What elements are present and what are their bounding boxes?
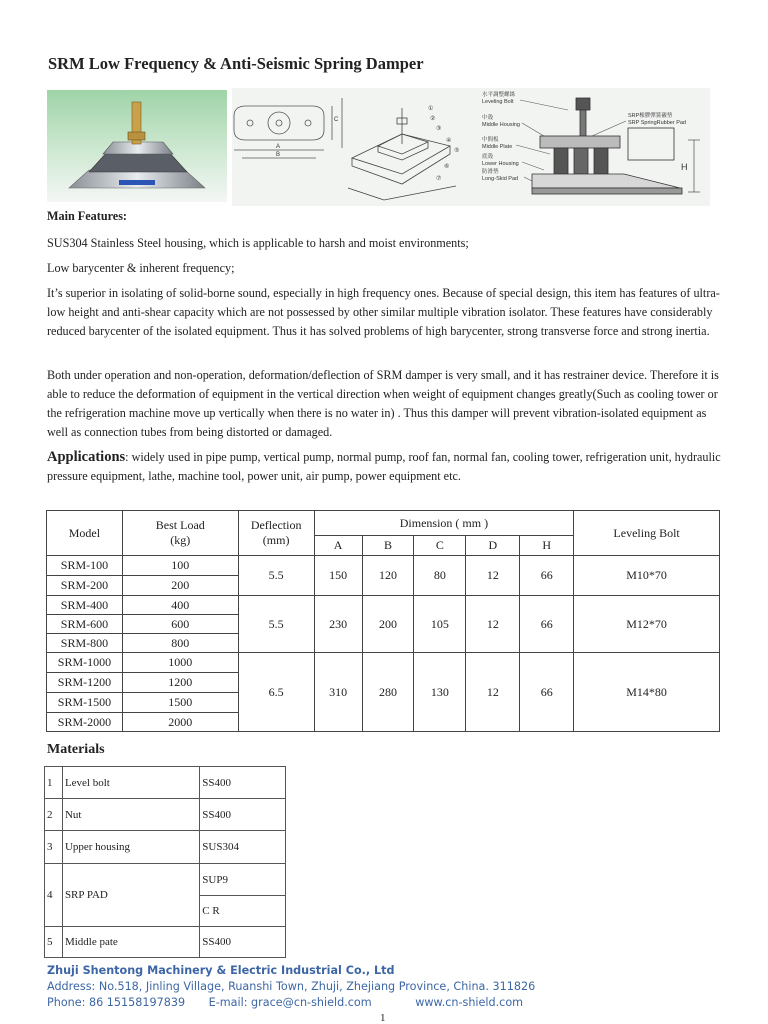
header-best-load — [122, 511, 238, 556]
part-number-6: ⑥ — [444, 164, 450, 170]
footer-address: Address: No.518, Jinling Village, Ruanshi Town, Zhuji, Zhejiang Province, China. 311826 — [47, 980, 536, 993]
deflection-cell: 5.5 — [238, 556, 314, 596]
page-title: SRM Low Frequency & Anti-Seismic Spring Damper — [48, 54, 424, 73]
material-name: SS400 — [200, 927, 286, 958]
header-best-load-label: Best Load — [155, 518, 205, 532]
model-cell: SRM-400 — [47, 596, 123, 615]
material-no: 1 — [45, 767, 63, 799]
deflection-cell: 6.5 — [238, 653, 314, 732]
header-deflection-label: Deflection — [250, 518, 302, 532]
model-cell: SRM-200 — [47, 576, 123, 596]
header-dim-d: D — [466, 536, 520, 556]
material-part: Nut — [62, 799, 199, 831]
main-features-heading: Main Features: — [47, 209, 127, 223]
dim-c-cell: 130 — [414, 653, 466, 732]
dim-a-label: A — [276, 144, 281, 150]
dim-c-cell: 105 — [414, 596, 466, 653]
footer-website[interactable]: www.cn-shield.com — [415, 996, 524, 1009]
load-cell: 100 — [122, 556, 238, 576]
table-row — [45, 864, 286, 896]
header-model: Model — [47, 511, 123, 556]
part-number-4: ④ — [446, 138, 452, 144]
dim-h-cell: 66 — [520, 653, 574, 732]
load-cell: 1500 — [122, 693, 238, 713]
header-dimension: Dimension ( mm ) — [314, 511, 574, 536]
table-row — [45, 799, 286, 831]
table-row — [47, 556, 720, 576]
dim-h-cell: 66 — [520, 556, 574, 596]
dim-d-cell: 12 — [466, 653, 520, 732]
part-number-3: ③ — [436, 126, 442, 132]
material-part: Middle pate — [62, 927, 199, 958]
material-part: SRP PAD — [62, 864, 199, 927]
load-cell: 1000 — [122, 653, 238, 673]
materials-heading: Materials — [47, 742, 105, 757]
lower-housing-label: Lower Housing — [482, 161, 519, 167]
leveling-bolt-cn: 水平調整螺絲 — [482, 92, 516, 98]
dim-b-label: B — [276, 152, 281, 158]
table-row — [45, 831, 286, 864]
applications-paragraph — [47, 448, 723, 486]
bolt-cell: M14*80 — [574, 653, 720, 732]
lower-housing-cn: 底殼 — [482, 154, 494, 160]
table-row — [45, 767, 286, 799]
middle-housing-cn: 中殼 — [482, 115, 494, 121]
materials-table — [44, 766, 286, 958]
footer-email[interactable]: E-mail: grace@cn-shield.com — [208, 996, 372, 1009]
table-row — [45, 927, 286, 958]
dim-a-cell: 150 — [314, 556, 362, 596]
dim-a-cell: 310 — [314, 653, 362, 732]
table-row — [47, 596, 720, 615]
model-cell: SRM-600 — [47, 615, 123, 634]
footer-contact — [47, 996, 727, 1009]
material-no: 4 — [45, 864, 63, 927]
bolt-cell: M12*70 — [574, 596, 720, 653]
leveling-bolt-label: Leveling Bolt — [482, 99, 514, 105]
part-number-5: ⑤ — [454, 148, 460, 154]
material-name: SUP9 — [200, 864, 286, 896]
header-dim-h: H — [520, 536, 574, 556]
material-part: Level bolt — [62, 767, 199, 799]
dim-b-cell: 280 — [362, 653, 414, 732]
header-leveling-bolt: Leveling Bolt — [574, 511, 720, 556]
product-photo — [47, 90, 227, 202]
part-number-2: ② — [430, 116, 436, 122]
spec-table — [46, 510, 720, 732]
bolt-cell: M10*70 — [574, 556, 720, 596]
material-name: C R — [200, 896, 286, 927]
model-cell: SRM-1200 — [47, 673, 123, 693]
material-no: 2 — [45, 799, 63, 831]
feature-1: SUS304 Stainless Steel housing, which is applicable to harsh and moist environments; — [47, 236, 469, 250]
dim-d-cell: 12 — [466, 556, 520, 596]
material-name: SS400 — [200, 799, 286, 831]
srp-pad-cn: SRP橡膠彈簧襯墊 — [628, 113, 673, 119]
srp-pad-label: SRP SpringRubber Pad — [628, 120, 686, 126]
material-name: SS400 — [200, 767, 286, 799]
load-cell: 800 — [122, 634, 238, 653]
material-name: SUS304 — [200, 831, 286, 864]
material-no: 5 — [45, 927, 63, 958]
dim-h-cell: 66 — [520, 596, 574, 653]
feature-3: It’s superior in isolating of solid-borne sound, especially in high frequency ones. Because of special design, this item has features of ultra-low height and anti-shear capacity which are not possessed by other similar multiple vibration isolator. These features have considerably reduced barycenter of the isolated equipment. Thus it has solved problems of high barycenter, strong transverse force and strong inertia. — [47, 286, 720, 338]
load-cell: 200 — [122, 576, 238, 596]
model-cell: SRM-800 — [47, 634, 123, 653]
long-skid-pad-label: Long-Skid Pad — [482, 176, 519, 182]
footer-company: Zhuji Shentong Machinery & Electric Industrial Co., Ltd — [47, 964, 395, 977]
part-number-7: ⑦ — [436, 176, 442, 182]
dim-b-cell: 200 — [362, 596, 414, 653]
dim-c-cell: 80 — [414, 556, 466, 596]
middle-plate-label: Middle Plate — [482, 144, 513, 150]
load-cell: 600 — [122, 615, 238, 634]
feature-4: Both under operation and non-operation, deformation/deflection of SRM damper is very small, and it has restrainer device. Therefore it is able to reduce the deformation of equipment in the vertical direction when weight of equipment changes greatly(Such as cooling tower or the refrigeration machine move up vertically when there is no water in) . Thus this damper will prevent vibration-isolated equipment as well as connection tubes from being distorted or damaged. — [47, 368, 719, 439]
load-cell: 400 — [122, 596, 238, 615]
feature-2: Low barycenter & inherent frequency; — [47, 261, 235, 275]
model-cell: SRM-1000 — [47, 653, 123, 673]
material-no: 3 — [45, 831, 63, 864]
header-best-load-unit: (kg) — [170, 533, 191, 547]
model-cell: SRM-1500 — [47, 693, 123, 713]
part-number-1: ① — [428, 106, 434, 112]
middle-plate-cn: 中間板 — [482, 137, 499, 143]
header-dim-b: B — [362, 536, 414, 556]
dim-d-cell: 12 — [466, 596, 520, 653]
dim-h-label: H — [681, 162, 688, 172]
model-cell: SRM-100 — [47, 556, 123, 576]
footer-phone: Phone: 86 15158197839 — [47, 996, 186, 1009]
middle-housing-label: Middle Housing — [482, 122, 520, 128]
load-cell: 2000 — [122, 713, 238, 732]
table-row — [47, 653, 720, 673]
header-dim-c: C — [414, 536, 466, 556]
load-cell: 1200 — [122, 673, 238, 693]
deflection-cell: 5.5 — [238, 596, 314, 653]
header-deflection — [238, 511, 314, 556]
model-cell: SRM-2000 — [47, 713, 123, 732]
page-number: 1 — [380, 1012, 386, 1024]
header-deflection-unit: (mm) — [262, 533, 290, 547]
applications-text: : widely used in pipe pump, vertical pump, normal pump, roof fan, normal fan, cooling tower, refrigeration unit, hydraulic pressure equipment, lathe, machine tool, power unit, air pump, power equipment etc. — [47, 450, 721, 483]
technical-drawing — [232, 88, 710, 206]
dim-a-cell: 230 — [314, 596, 362, 653]
header-dim-a: A — [314, 536, 362, 556]
long-skid-pad-cn: 防滑墊 — [482, 169, 499, 175]
applications-heading: Applications — [47, 449, 126, 465]
material-part: Upper housing — [62, 831, 199, 864]
dim-c-label: C — [334, 117, 339, 123]
dim-b-cell: 120 — [362, 556, 414, 596]
